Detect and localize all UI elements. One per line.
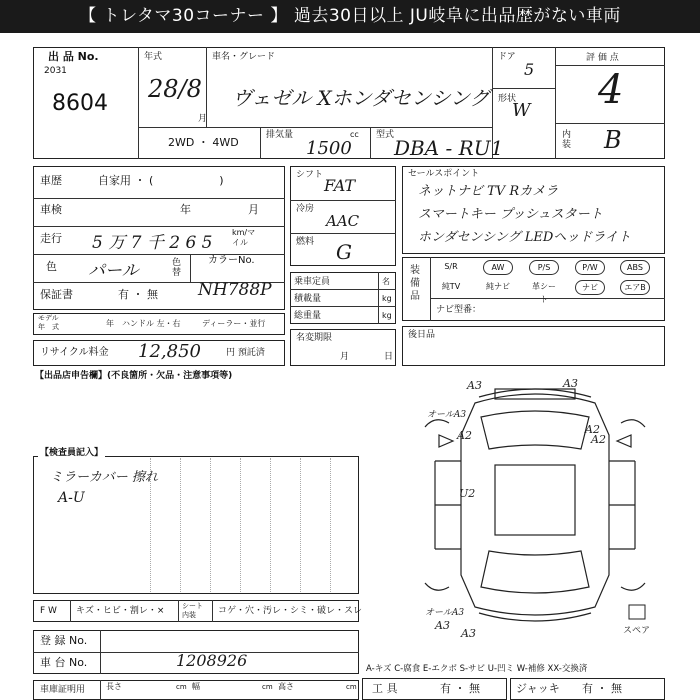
capacity-label-2: 総重量 [294, 311, 322, 321]
mileage-unit: km/マイル [232, 228, 256, 247]
height-label: 高さ [278, 682, 294, 691]
damage-a2-right: A2 [591, 433, 606, 446]
inspection-month: 月 [248, 203, 259, 216]
length-unit: cm [176, 683, 187, 691]
equip-sr: S/R [444, 262, 458, 271]
fuel-label: 燃料 [296, 237, 315, 247]
dealer-options: ディーラー・並行 [202, 319, 266, 328]
shape-label: 形状 [498, 94, 517, 104]
warranty-options: 有 ・ 無 [118, 288, 158, 301]
inspection-label: 車検 [40, 203, 62, 216]
garage-cert-label: 車庫証明用 [40, 685, 86, 695]
history-label: 車歴 [40, 174, 62, 187]
jack-label: ジャッキ [516, 682, 560, 695]
width-unit: cm [262, 683, 273, 691]
handle-options: ハンドル 左・右 [122, 319, 181, 328]
fuel-value: G [336, 240, 352, 264]
model-value: DBA - RU1 [394, 136, 504, 160]
page-banner: 【 トレタマ30コーナー 】 過去30日以上 JU岐阜に出品歴がない車両 [0, 0, 700, 33]
color-code-label: カラーNo. [208, 255, 255, 266]
color-change: 色替 [172, 258, 182, 278]
interior-value: B [604, 126, 622, 154]
fw-label: F W [40, 606, 57, 616]
lot-label: 出 品 No. [48, 50, 99, 63]
nav-model-label: ナビ型番： [436, 305, 482, 315]
model-label: 型式 [376, 130, 395, 140]
car-label: 車名・グレード [212, 52, 276, 62]
doors-label: ドア [498, 52, 516, 62]
capacity-label-1: 積載量 [294, 294, 322, 304]
warranty-label: 保証書 [40, 288, 73, 301]
seat-label: シート内装 [182, 602, 203, 619]
car-damage-diagram [395, 375, 675, 637]
equip-nav: ナビ [575, 280, 605, 295]
model-year-year: 年 [106, 319, 114, 328]
mileage-value: 5 万 7 千 2 6 5 [92, 233, 213, 253]
drive-value: 2WD ・ 4WD [168, 136, 239, 149]
note-all-a3-top: オールA3 [427, 410, 467, 420]
tools-options: 有 ・ 無 [440, 682, 480, 695]
registration-change-label: 名変期限 [296, 333, 333, 343]
score-value: 4 [598, 67, 624, 113]
height-unit: cm [346, 683, 357, 691]
after-label: 後日品 [408, 330, 436, 340]
inspector-line-1: A-U [58, 490, 85, 506]
after-box [402, 326, 665, 366]
mileage-label: 走行 [40, 232, 62, 245]
jack-options: 有 ・ 無 [582, 682, 622, 695]
equip-tv: 純TV [441, 282, 461, 291]
equip-pw: P/W [575, 260, 605, 275]
displacement-value: 1500 [306, 138, 352, 159]
damage-a2-right-top: A2 [585, 423, 600, 436]
recycle-label: リサイクル料金 [40, 347, 109, 358]
equip-ps: P/S [529, 260, 559, 275]
damage-a3-rear-left: A3 [435, 619, 450, 632]
history-options: 自家用 ・ ( ) [98, 174, 224, 187]
width-label: 幅 [192, 682, 200, 691]
recycle-value: 12,850 [138, 341, 201, 362]
interior-label: 内装 [562, 130, 572, 150]
displacement-label: 排気量 [266, 130, 294, 140]
tools-label: 工 具 [372, 682, 398, 695]
model-year-label-1: モデル [38, 314, 59, 322]
year-suffix: 月 [198, 114, 208, 124]
registration-change-month: 月 [340, 352, 350, 362]
equipment-label: 装備品 [410, 265, 420, 302]
damage-a2-left: A2 [457, 429, 472, 442]
color-value: パール [88, 261, 139, 281]
reg-no-label: 登 録 No. [40, 634, 88, 647]
car-value: ヴェゼル Xホンダセンシング [232, 86, 490, 110]
equip-abs: ABS [620, 260, 650, 275]
damage-legend: A-キズ C-腐食 E-エクボ S-サビ U-凹ミ W-補修 XX-交換済 [366, 664, 588, 674]
recycle-unit: 円 預託済 [226, 348, 265, 358]
year-label: 年式 [144, 52, 163, 62]
shift-label: シフト [296, 170, 324, 180]
sales-point-line-2: ホンダセンシング LEDヘッドライト [418, 230, 631, 245]
inspector-label: 【検査員記入】 [40, 448, 104, 458]
lot-number: 8604 [52, 91, 108, 116]
registration-change-day: 日 [384, 352, 394, 362]
capacity-label-0: 乗車定員 [294, 277, 331, 287]
capacity-unit-2: kg [382, 311, 392, 320]
sales-point-line-1: スマートキー プッシュスタート [418, 207, 603, 222]
spare-label: スペア [623, 626, 651, 636]
damage-a3-rear-bottom: A3 [461, 627, 476, 637]
equip-leather: 革シート [532, 282, 556, 304]
year-value: 28/8 [148, 75, 202, 103]
shape-value: W [512, 100, 531, 121]
shift-value: FAT [324, 176, 356, 195]
seller-notes-label: 【出品店申告欄】(不良箇所・欠品・注意事項等) [35, 371, 233, 381]
equip-airbag: エアB [620, 280, 650, 295]
color-code-value: NH788P [198, 280, 272, 300]
damage-a3-front-right: A3 [563, 377, 578, 390]
equip-aw: AW [483, 260, 513, 275]
model-year-label-2: 年 式 [38, 323, 59, 331]
length-label: 長さ [106, 682, 122, 691]
capacity-unit-1: kg [382, 294, 392, 303]
aircon-label: 冷房 [296, 204, 315, 214]
seat-options: コゲ・穴・汚レ・シミ・破レ・スレ [218, 606, 363, 616]
chassis-no-label: 車 台 No. [40, 656, 88, 669]
doors-value: 5 [524, 60, 535, 79]
inspection-year: 年 [180, 203, 191, 216]
score-label: 評 価 点 [586, 53, 619, 63]
aircon-value: AAC [326, 212, 360, 230]
color-label: 色 [46, 260, 57, 273]
inspector-line-0: ミラーカバー 擦れ [50, 470, 158, 485]
lot-sub: 2031 [44, 66, 67, 76]
capacity-unit-0: 名 [382, 277, 390, 286]
chassis-no-value: 1208926 [176, 651, 248, 670]
displacement-unit: cc [350, 130, 359, 139]
damage-a3-front-left: A3 [467, 379, 482, 392]
note-all-a3-bottom: オールA3 [425, 608, 465, 618]
sales-points-label: セールスポイント [408, 169, 480, 179]
fw-options: キズ・ヒビ・割レ・× [76, 606, 165, 616]
damage-u2-roof: U2 [459, 487, 476, 500]
equip-nav-oem: 純ナビ [486, 282, 510, 291]
sales-point-line-0: ネットナビ TV Rカメラ [418, 184, 559, 199]
